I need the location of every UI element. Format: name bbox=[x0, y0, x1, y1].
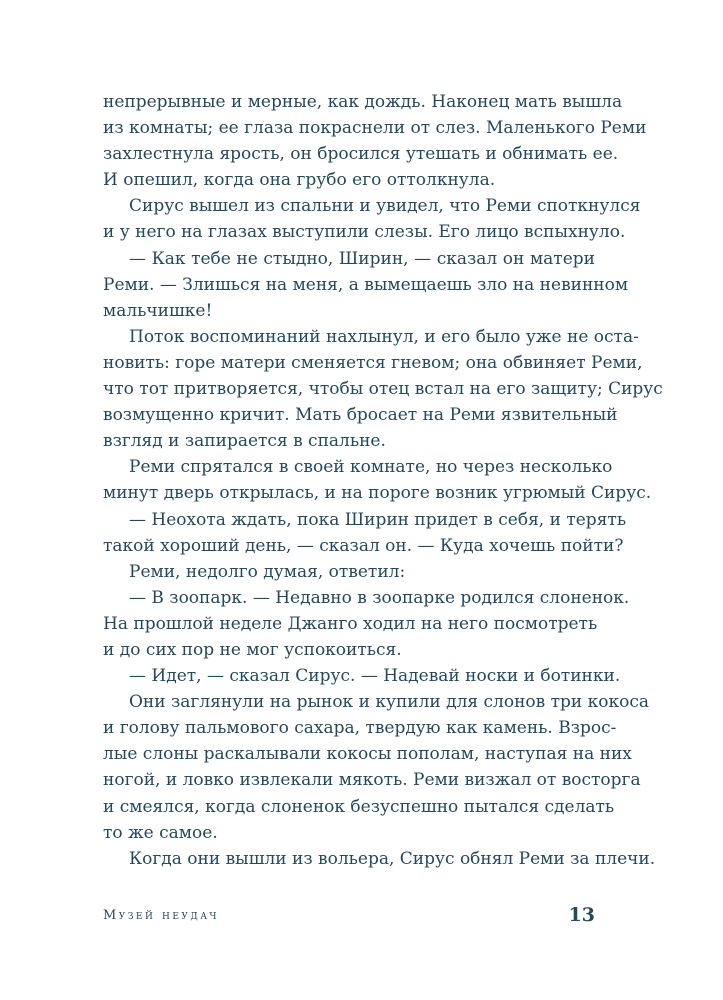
text-line: и голову пальмового сахара, твердую как камень. Взрос- bbox=[103, 718, 617, 739]
text-line: — Как тебе не стыдно, Ширин, — сказал он матери bbox=[129, 248, 595, 269]
text-line: На прошлой неделе Джанго ходил на него посмотреть bbox=[103, 613, 598, 634]
text-line: ногой, и ловко извлекали мякоть. Реми визжал от восторга bbox=[103, 770, 641, 791]
text-line: и смеялся, когда слоненок безуспешно пытался сделать bbox=[103, 796, 615, 817]
text-line: и у него на глазах выступили слезы. Его лицо вспыхнуло. bbox=[103, 222, 626, 243]
text-line: и до сих пор не мог успокоиться. bbox=[103, 639, 402, 660]
text-line: Реми, недолго думая, ответил: bbox=[129, 561, 406, 582]
text-line: — Неохота ждать, пока Ширин придет в себя, и терять bbox=[129, 509, 627, 530]
body-text bbox=[103, 89, 663, 872]
text-line: — Идет, — сказал Сирус. — Надевай носки и ботинки. bbox=[129, 666, 621, 687]
text-line: то же самое. bbox=[103, 822, 218, 843]
text-line: И опешил, когда она грубо его оттолкнула. bbox=[103, 170, 496, 191]
text-line: непрерывные и мерные, как дождь. Наконец мать вышла bbox=[103, 92, 623, 112]
page-number: 13 bbox=[568, 904, 595, 926]
text-line: что тот притворяется, чтобы отец встал на его защиту; Сирус bbox=[103, 379, 663, 400]
text-line: мальчишке! bbox=[103, 300, 213, 321]
text-line: захлестнула ярость, он бросился утешать и обнимать ее. bbox=[103, 144, 619, 165]
text-line: Реми спрятался в своей комнате, но через несколько bbox=[129, 457, 613, 478]
text-line: из комнаты; ее глаза покраснели от слез. Маленького Реми bbox=[103, 118, 647, 139]
text-line: минут дверь открылась, и на пороге возник угрюмый Сирус. bbox=[103, 483, 652, 504]
text-line: Поток воспоминаний нахлынул, и его было уже не оста- bbox=[129, 326, 639, 347]
running-title: Музей неудач bbox=[103, 908, 219, 923]
text-line: новить: горе матери сменяется гневом; она обвиняет Реми, bbox=[103, 352, 643, 373]
text-line: Когда они вышли из вольера, Сирус обнял Реми за плечи. bbox=[129, 848, 656, 869]
text-line: Они заглянули на рынок и купили для слонов три кокоса bbox=[129, 692, 650, 713]
page-footer bbox=[103, 904, 595, 934]
text-line: такой хороший день, — сказал он. — Куда хочешь пойти? bbox=[103, 535, 624, 556]
text-line: возмущенно кричит. Мать бросает на Реми язвительный bbox=[103, 405, 618, 426]
text-line: Сирус вышел из спальни и увидел, что Реми споткнулся bbox=[129, 196, 641, 217]
text-line: — В зоопарк. — Недавно в зоопарке родился слоненок. bbox=[129, 587, 630, 608]
text-line: взгляд и запирается в спальне. bbox=[103, 431, 386, 452]
text-line: Реми. — Злишься на меня, а вымещаешь зло на невинном bbox=[103, 274, 629, 295]
text-line: лые слоны раскалывали кокосы пополам, наступая на них bbox=[103, 744, 632, 765]
